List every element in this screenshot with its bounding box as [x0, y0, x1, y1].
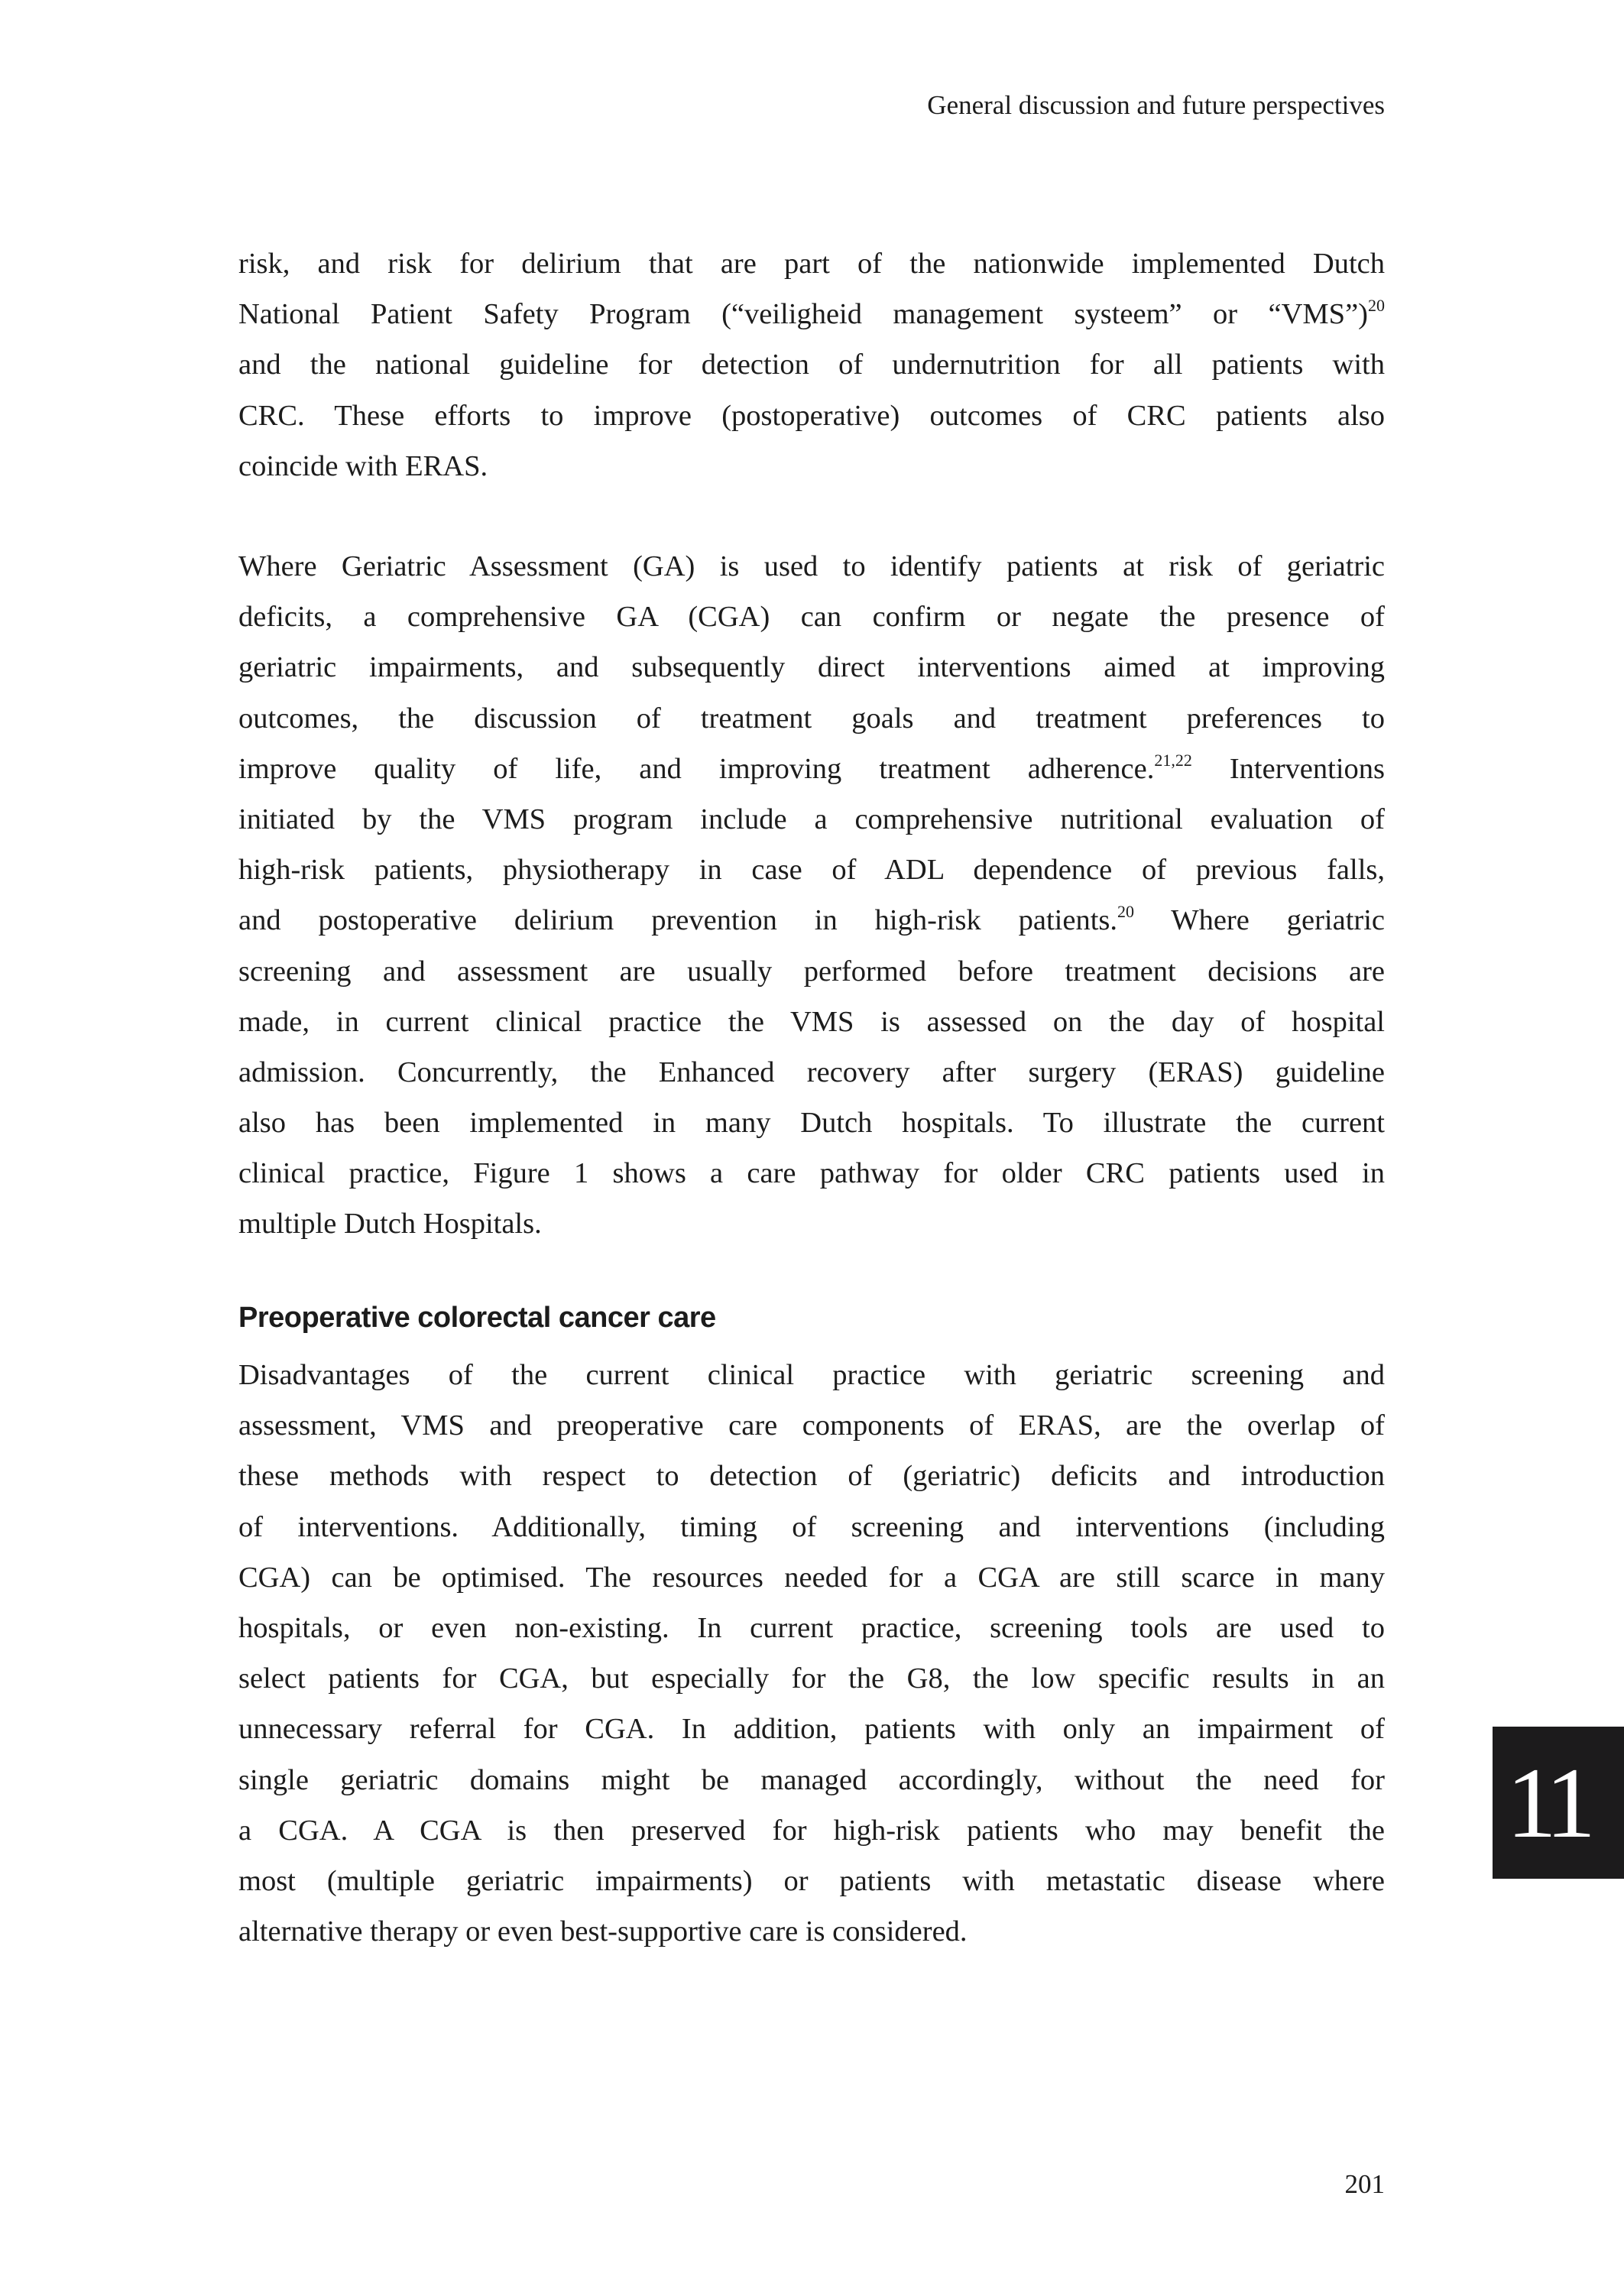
- text-segment: unnecessary referral for CGA. In addition, patients with only an impairment of: [238, 1713, 1385, 1746]
- text-line: [238, 1704, 1385, 1754]
- text-line: [238, 1198, 1385, 1249]
- text-line: [238, 289, 1385, 339]
- text-segment: also has been implemented in many Dutch hospitals. To illustrate the current: [238, 1107, 1385, 1140]
- paragraph-geriatric-assessment: [238, 541, 1385, 1250]
- text-line: [238, 1603, 1385, 1653]
- text-line: [238, 744, 1385, 794]
- text-line: [238, 1148, 1385, 1198]
- citation-superscript: 20: [1368, 296, 1385, 316]
- text-line: [238, 541, 1385, 592]
- text-segment: assessment, VMS and preoperative care components of ERAS, are the overlap of: [238, 1409, 1385, 1442]
- text-segment: National Patient Safety Program (“veiligheid management systeem” or “VMS”): [238, 298, 1368, 331]
- text-line: [238, 1451, 1385, 1501]
- text-line: [238, 642, 1385, 692]
- text-segment: coincide with ERAS.: [238, 449, 488, 482]
- text-line: [238, 693, 1385, 744]
- paragraph-vms-program: [238, 238, 1385, 491]
- text-line: [238, 441, 1385, 491]
- text-line: [238, 946, 1385, 997]
- text-line: [238, 1805, 1385, 1856]
- text-segment: hospitals, or even non-existing. In current practice, screening tools are used to: [238, 1611, 1385, 1644]
- text-segment: screening and assessment are usually performed before treatment decisions are: [238, 955, 1385, 988]
- text-segment: made, in current clinical practice the VMS is assessed on the day of hospital: [238, 1005, 1385, 1038]
- text-line: [238, 1856, 1385, 1906]
- text-line: [238, 895, 1385, 945]
- text-segment: Where geriatric: [1134, 904, 1385, 937]
- text-line: [238, 1047, 1385, 1098]
- page-number: 201: [1344, 2169, 1385, 2199]
- text-line: [238, 1400, 1385, 1451]
- text-line: [238, 1098, 1385, 1148]
- text-segment: CRC. These efforts to improve (postoperative) outcomes of CRC patients also: [238, 399, 1385, 432]
- text-segment: select patients for CGA, but especially for the G8, the low specific results in an: [238, 1662, 1385, 1695]
- text-segment: risk, and risk for delirium that are part of the nationwide implemented Dutch: [238, 248, 1385, 280]
- text-segment: and the national guideline for detection of undernutrition for all patients with: [238, 349, 1385, 381]
- text-line: [238, 1502, 1385, 1552]
- text-line: [238, 592, 1385, 642]
- text-line: [238, 845, 1385, 895]
- text-segment: clinical practice, Figure 1 shows a care pathway for older CRC patients used in: [238, 1157, 1385, 1190]
- citation-superscript: 20: [1117, 902, 1134, 922]
- text-segment: deficits, a comprehensive GA (CGA) can confirm or negate the presence of: [238, 601, 1385, 634]
- text-line: [238, 238, 1385, 289]
- section-heading: Preoperative colorectal cancer care: [238, 1302, 716, 1334]
- text-segment: most (multiple geriatric impairments) or patients with metastatic disease where: [238, 1864, 1385, 1897]
- paragraph-preoperative-care: [238, 1350, 1385, 1957]
- text-segment: high-risk patients, physiotherapy in case of ADL dependence of previous falls,: [238, 854, 1385, 887]
- text-segment: a CGA. A CGA is then preserved for high-risk patients who may benefit the: [238, 1814, 1385, 1847]
- running-header: General discussion and future perspectives: [927, 90, 1385, 120]
- text-line: [238, 1552, 1385, 1603]
- chapter-tab: 11: [1493, 1727, 1624, 1879]
- text-segment: outcomes, the discussion of treatment goals and treatment preferences to: [238, 702, 1385, 735]
- text-line: [238, 1906, 1385, 1957]
- text-line: [238, 794, 1385, 845]
- citation-superscript: 21,22: [1154, 750, 1192, 770]
- text-segment: these methods with respect to detection of (geriatric) deficits and introduction: [238, 1460, 1385, 1493]
- text-line: [238, 997, 1385, 1047]
- text-segment: of interventions. Additionally, timing of screening and interventions (including: [238, 1510, 1385, 1543]
- text-segment: initiated by the VMS program include a comprehensive nutritional evaluation of: [238, 803, 1385, 835]
- text-line: [238, 391, 1385, 441]
- text-segment: Disadvantages of the current clinical practice with geriatric screening and: [238, 1359, 1385, 1391]
- text-segment: CGA) can be optimised. The resources needed for a CGA are still scarce in many: [238, 1561, 1385, 1594]
- text-segment: Where Geriatric Assessment (GA) is used to identify patients at risk of geriatric: [238, 550, 1385, 582]
- text-segment: and postoperative delirium prevention in high-risk patients.: [238, 904, 1117, 937]
- text-segment: admission. Concurrently, the Enhanced recovery after surgery (ERAS) guideline: [238, 1056, 1385, 1088]
- text-line: [238, 339, 1385, 390]
- text-segment: Interventions: [1191, 752, 1385, 785]
- text-segment: improve quality of life, and improving treatment adherence.: [238, 752, 1155, 785]
- text-segment: geriatric impairments, and subsequently direct interventions aimed at improving: [238, 651, 1385, 684]
- text-line: [238, 1653, 1385, 1704]
- text-line: [238, 1755, 1385, 1805]
- text-segment: single geriatric domains might be managed accordingly, without the need for: [238, 1763, 1385, 1796]
- text-line: [238, 1350, 1385, 1400]
- text-segment: alternative therapy or even best-supportive care is considered.: [238, 1915, 968, 1948]
- text-segment: multiple Dutch Hospitals.: [238, 1208, 542, 1241]
